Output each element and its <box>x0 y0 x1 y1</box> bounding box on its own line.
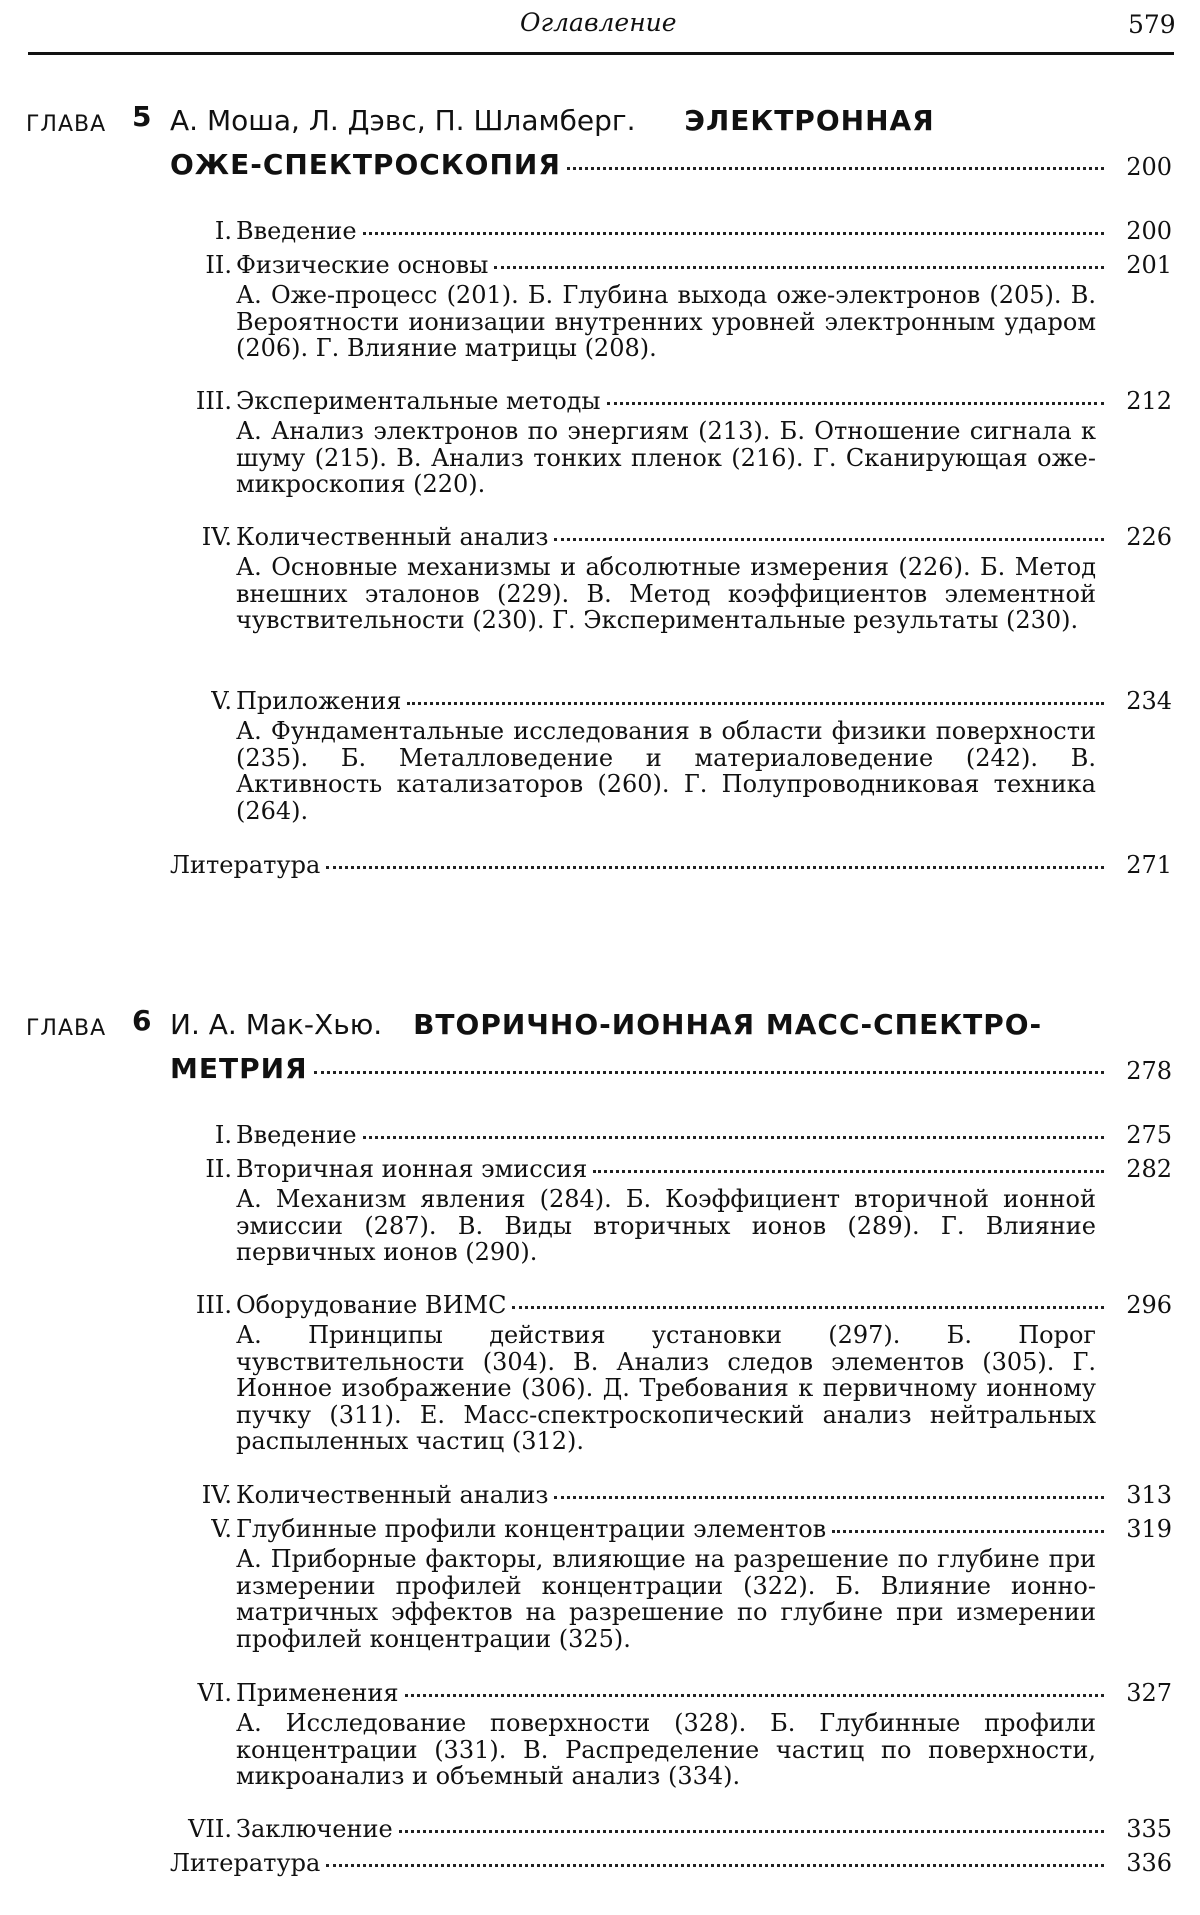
chapter-5-page: 200 <box>1126 153 1172 181</box>
leader-dots <box>607 401 1104 405</box>
ch5-literature-title: Литература <box>170 851 321 879</box>
chapter-6-heading-line1 <box>170 1008 1100 1042</box>
chapter-6-authors: И. А. Мак-Хью. <box>170 1008 383 1041</box>
chapter-6-title-part1: ВТОРИЧНО-ИОННАЯ МАСС-СПЕКТРО- <box>413 1008 1043 1041</box>
ch6-section-7-page: 335 <box>1126 1815 1172 1843</box>
ch6-section-5-title: Глубинные профили концентрации элементов <box>236 1515 827 1543</box>
ch5-section-1-title: Введение <box>236 217 357 245</box>
leader-dots <box>363 1135 1104 1139</box>
ch5-section-4 <box>236 522 1110 552</box>
ch6-section-2 <box>236 1154 1110 1184</box>
ch5-section-5-desc: А. Фундаментальные исследования в области физики поверхности (235). Б. Металловедение и материаловедение (242). В. Активность катализаторов (260). Г. Полупроводниковая техника (264). <box>236 717 1096 825</box>
leader-dots <box>326 1863 1104 1867</box>
ch5-section-2-page: 201 <box>1126 251 1172 279</box>
chapter-5-authors: А. Моша, Л. Дэвс, П. Шламберг. <box>170 104 636 137</box>
chapter-5-label: ГЛАВА <box>26 112 107 137</box>
ch5-section-3 <box>236 386 1110 416</box>
ch5-section-2-desc: А. Оже-процесс (201). Б. Глубина выхода оже-электронов (205). В. Вероятности ионизации внутренних уровней электронным ударом (206). Г. Влияние матрицы (208). <box>236 281 1096 363</box>
chapter-6-number: 6 <box>132 1004 152 1037</box>
ch6-section-3-title: Оборудование ВИМС <box>236 1291 507 1319</box>
chapter-5-number: 5 <box>132 100 152 133</box>
ch5-literature <box>170 850 1110 880</box>
ch5-section-3-page: 212 <box>1126 387 1172 415</box>
chapter-6-title-part2: МЕТРИЯ <box>170 1052 308 1085</box>
ch6-section-1-roman: I. <box>214 1121 232 1149</box>
leader-dots <box>399 1829 1104 1833</box>
ch6-section-6-desc: А. Исследование поверхности (328). Б. Глубинные профили концентрации (331). В. Распределение частиц по поверхности, микроанализ и объемный анализ (334). <box>236 1709 1096 1791</box>
leader-dots <box>314 1070 1104 1074</box>
ch6-section-7-roman: VII. <box>188 1815 232 1843</box>
ch6-section-4 <box>236 1480 1110 1510</box>
ch6-literature-page: 336 <box>1126 1849 1172 1877</box>
header-rule <box>28 52 1174 55</box>
ch5-section-5 <box>236 686 1110 716</box>
ch5-section-2 <box>236 250 1110 280</box>
leader-dots <box>512 1305 1104 1309</box>
leader-dots <box>407 701 1104 705</box>
chapter-5-heading-line2 <box>170 150 1110 180</box>
ch6-section-4-roman: IV. <box>201 1481 232 1509</box>
leader-dots <box>405 1693 1105 1697</box>
ch6-section-2-roman: II. <box>205 1155 232 1183</box>
chapter-5-heading-line1 <box>170 104 1100 138</box>
leader-dots <box>567 166 1104 170</box>
chapter-5-title-part1: ЭЛЕКТРОННАЯ <box>684 104 935 137</box>
ch5-section-5-page: 234 <box>1126 687 1172 715</box>
ch6-section-5-desc: А. Приборные факторы, влияющие на разрешение по глубине при измерении профилей концентрации (322). Б. Влияние ионно-матричных эффектов на разрешение по глубине при измерении профилей концентрации (325). <box>236 1545 1096 1653</box>
ch5-section-2-title: Физические основы <box>236 251 489 279</box>
chapter-6-label: ГЛАВА <box>26 1016 107 1041</box>
ch5-section-4-page: 226 <box>1126 523 1172 551</box>
ch6-section-6-page: 327 <box>1126 1679 1172 1707</box>
ch6-section-3-page: 296 <box>1126 1291 1172 1319</box>
ch5-section-1 <box>236 216 1110 246</box>
ch6-section-1 <box>236 1120 1110 1150</box>
ch5-section-1-roman: I. <box>214 217 232 245</box>
ch6-section-4-page: 313 <box>1126 1481 1172 1509</box>
ch6-section-2-page: 282 <box>1126 1155 1172 1183</box>
ch6-section-3-desc: А. Принципы действия установки (297). Б. Порог чувствительности (304). В. Анализ следов элементов (305). Г. Ионное изображение (306). Д. Требования к первичному ионному пучку (311). Е. Масс-спектроскопический анализ нейтральных распыленных частиц (312). <box>236 1321 1096 1456</box>
chapter-6-page: 278 <box>1126 1057 1172 1085</box>
ch5-section-4-roman: IV. <box>201 523 232 551</box>
leader-dots <box>554 537 1104 541</box>
ch6-literature-title: Литература <box>170 1849 321 1877</box>
leader-dots <box>832 1529 1104 1533</box>
ch6-section-5-page: 319 <box>1126 1515 1172 1543</box>
ch6-section-5 <box>236 1514 1110 1544</box>
ch6-section-4-title: Количественный анализ <box>236 1481 549 1509</box>
ch6-section-1-page: 275 <box>1126 1121 1172 1149</box>
ch5-section-3-desc: А. Анализ электронов по энергиям (213). Б. Отношение сигнала к шуму (215). В. Анализ тонких пленок (216). Г. Сканирующая оже-микроскопия (220). <box>236 417 1096 499</box>
leader-dots <box>554 1495 1104 1499</box>
running-title: Оглавление <box>520 8 677 37</box>
ch5-section-4-title: Количественный анализ <box>236 523 549 551</box>
ch6-section-7 <box>236 1814 1110 1844</box>
page-number: 579 <box>1128 10 1176 39</box>
ch5-literature-page: 271 <box>1126 851 1172 879</box>
ch6-section-6-roman: VI. <box>197 1679 232 1707</box>
leader-dots <box>593 1169 1104 1173</box>
ch6-section-3 <box>236 1290 1110 1320</box>
leader-dots <box>363 231 1104 235</box>
ch5-section-3-roman: III. <box>195 387 232 415</box>
leader-dots <box>326 865 1104 869</box>
ch5-section-1-page: 200 <box>1126 217 1172 245</box>
ch6-section-6-title: Применения <box>236 1679 399 1707</box>
ch5-section-2-roman: II. <box>205 251 232 279</box>
ch6-literature <box>170 1848 1110 1878</box>
ch5-section-5-title: Приложения <box>236 687 402 715</box>
ch6-section-6 <box>236 1678 1110 1708</box>
ch5-section-5-roman: V. <box>211 687 232 715</box>
ch5-section-4-desc: А. Основные механизмы и абсолютные измерения (226). Б. Метод внешних эталонов (229). В. Метод коэффициентов элементной чувствительности (230). Г. Экспериментальные результаты (230). <box>236 553 1096 635</box>
ch6-section-3-roman: III. <box>195 1291 232 1319</box>
ch6-section-1-title: Введение <box>236 1121 357 1149</box>
ch6-section-2-desc: А. Механизм явления (284). Б. Коэффициент вторичной ионной эмиссии (287). В. Виды вторичных ионов (289). Г. Влияние первичных ионов (290). <box>236 1185 1096 1267</box>
ch5-section-3-title: Экспериментальные методы <box>236 387 601 415</box>
ch6-section-5-roman: V. <box>211 1515 232 1543</box>
ch6-section-2-title: Вторичная ионная эмиссия <box>236 1155 588 1183</box>
leader-dots <box>494 265 1104 269</box>
chapter-6-heading-line2 <box>170 1054 1110 1084</box>
ch6-section-7-title: Заключение <box>236 1815 393 1843</box>
chapter-5-title-part2: ОЖЕ-СПЕКТРОСКОПИЯ <box>170 148 561 181</box>
